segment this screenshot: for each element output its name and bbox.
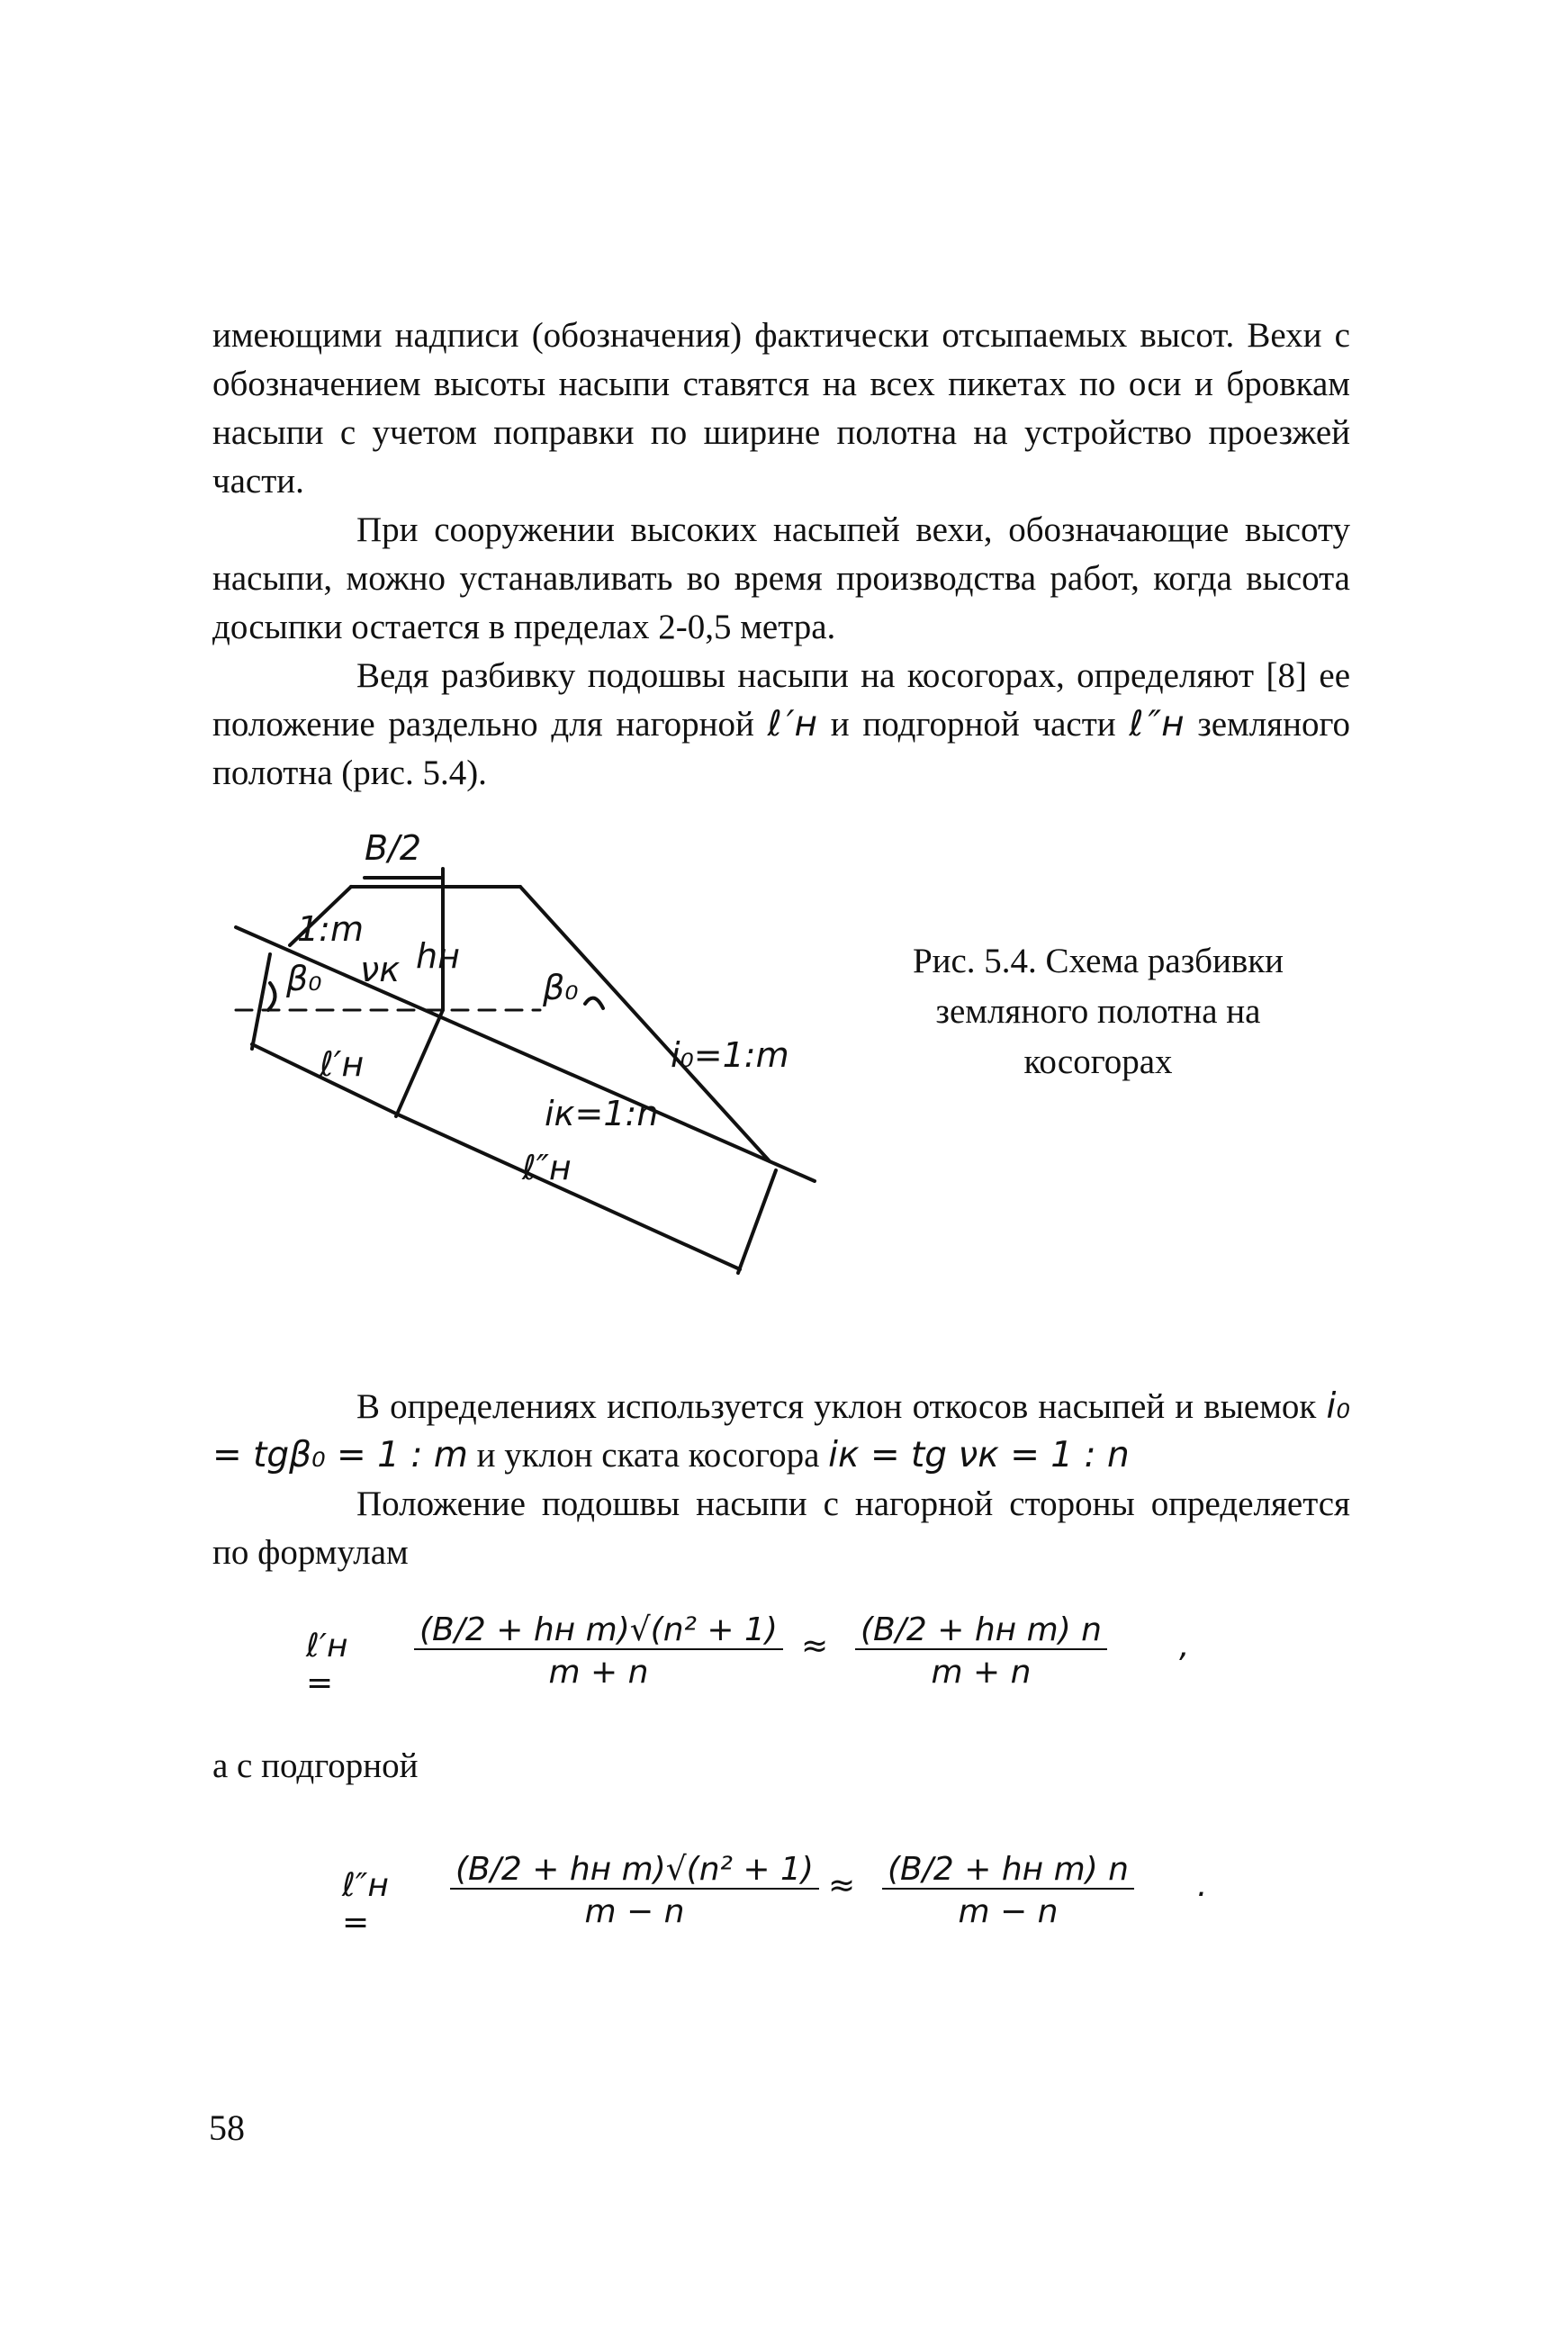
label-vk: νк: [360, 950, 401, 989]
formula-1-approx: ≈: [801, 1628, 829, 1665]
perp-line-left: [252, 954, 270, 1049]
label-b2: B/2: [365, 828, 422, 868]
paragraph-4: [212, 1383, 1350, 1480]
formula-1-numerator-1: (B/2 + hн m)√(n² + 1): [414, 1611, 783, 1650]
slope-formula-ik: iк = tg νк = 1 : n: [828, 1435, 1130, 1475]
formula-1-numerator-2: (B/2 + hн m) n: [855, 1611, 1107, 1650]
paragraph-3-text-a: Ведя разбивку подошвы насыпи на косогорах, определяют [8] ее положение раздельно для нагорной: [212, 656, 1350, 744]
l-h-prime-symbol: ℓ′н: [767, 704, 818, 744]
formula-2-denominator-1: m − n: [584, 1893, 685, 1930]
paragraph-4-text-a: В определениях используется уклон откосов насыпей и выемок: [356, 1387, 1317, 1426]
figure-caption: Рис. 5.4. Схема разбивки земляного полотна на косогорах: [912, 942, 1284, 1081]
beta-arc-1: [268, 983, 275, 1010]
formula-2-numerator-1: (B/2 + hн m)√(n² + 1): [450, 1851, 819, 1890]
formula-2-end: .: [1197, 1867, 1208, 1904]
page-number: 58: [209, 2107, 245, 2148]
label-ik: iк=1:n: [545, 1094, 659, 1133]
paragraph-3-text-b: и подгорной части: [830, 705, 1116, 744]
formula-1-fraction-2: [855, 1611, 1107, 1691]
label-l-double-prime: ℓ″н: [522, 1148, 572, 1187]
formula-1-fraction-1: [414, 1611, 783, 1691]
label-l-prime: ℓ′н: [320, 1044, 365, 1084]
formula-2-numerator-2: (B/2 + hн m) n: [882, 1851, 1134, 1890]
perp-line-1: [396, 1010, 443, 1116]
l-double-prime-dimension: [398, 1114, 740, 1269]
formula-1-end: ,: [1179, 1628, 1190, 1665]
paragraph-4-text-b: и уклон ската косогора: [476, 1436, 820, 1475]
paragraph-5: Положение подошвы насыпи с нагорной стороны определяется по формулам: [212, 1484, 1350, 1572]
formula-1-lhs: ℓ′н =: [306, 1628, 348, 1701]
formula-2-lhs: ℓ″н =: [342, 1867, 389, 1941]
label-beta-1: β₀: [286, 959, 322, 998]
formula-2-fraction-2: [882, 1851, 1134, 1930]
perp-line-2: [738, 1170, 776, 1273]
formula-2-denominator-2: m − n: [958, 1893, 1059, 1930]
formula-1-denominator-2: m + n: [931, 1654, 1032, 1691]
formula-2-approx: ≈: [828, 1867, 856, 1904]
label-beta-2: β₀: [543, 968, 579, 1007]
formula-2-fraction-1: [450, 1851, 819, 1930]
beta-arc-2: [585, 998, 603, 1008]
formula-1-denominator-1: m + n: [548, 1654, 649, 1691]
paragraph-2: При сооружении высоких насыпей вехи, обозначающие высоту насыпи, можно устанавливать во время производства работ, когда высота досыпки остается в пределах 2-0,5 метра.: [212, 510, 1350, 646]
paragraph-6: а с подгорной: [212, 1746, 419, 1785]
paragraph-1: имеющими надписи (обозначения) фактически отсыпаемых высот. Вехи с обозначением высоты насыпи ставятся на всех пикетах по оси и бровкам насыпи с учетом поправки по ширине полотна на устройство проезжей части.: [212, 316, 1350, 501]
paragraph-3-text-c: земляного полотна (рис. 5.4).: [212, 705, 1351, 792]
label-i0: i₀=1:m: [671, 1035, 789, 1075]
slope-formula-i0: i₀ = tgβ₀ = 1 : m: [212, 1386, 1351, 1475]
label-1-m: 1:m: [297, 909, 364, 949]
label-hn: hн: [416, 936, 460, 976]
l-h-double-prime-symbol: ℓ″н: [1129, 704, 1185, 744]
